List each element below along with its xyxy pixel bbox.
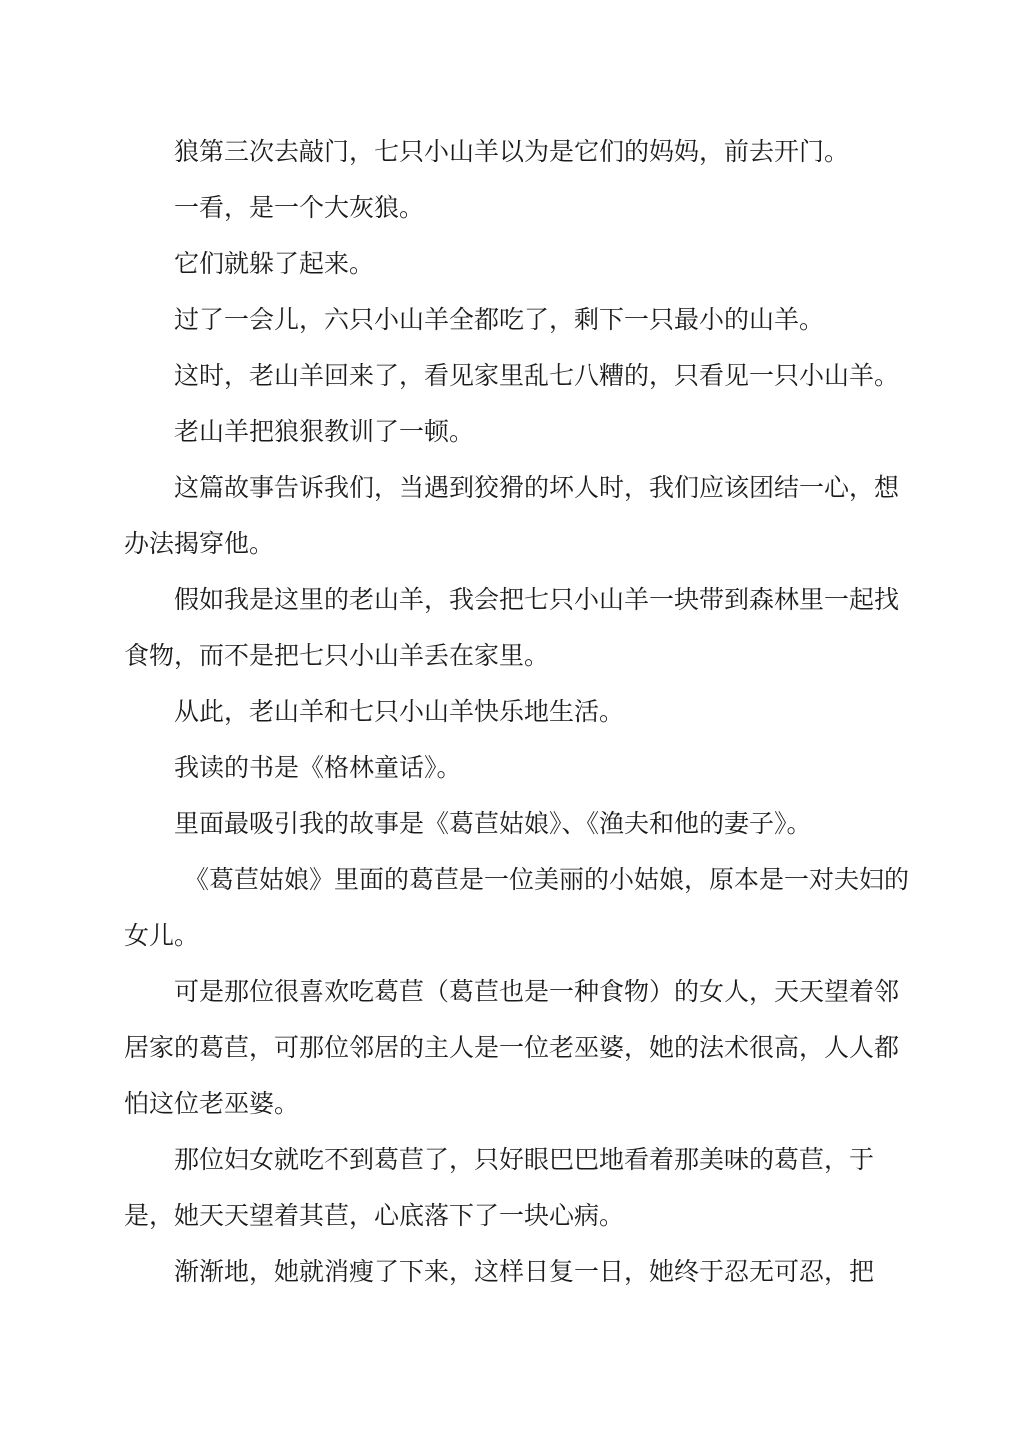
paragraph: 里面最吸引我的故事是《葛苣姑娘》、《渔夫和他的妻子》。 xyxy=(174,809,812,838)
paragraph: 那位妇女就吃不到葛苣了，只好眼巴巴地看着那美味的葛苣，于是，她天天望着其苣，心底落下了一块心病。 xyxy=(124,1145,875,1230)
paragraph: 可是那位很喜欢吃葛苣（葛苣也是一种食物）的女人，天天望着邻居家的葛苣，可那位邻居的主人是一位老巫婆，她的法术很高，人人都怕这位老巫婆。 xyxy=(124,977,900,1118)
paragraph: 《葛苣姑娘》里面的葛苣是一位美丽的小姑娘，原本是一对夫妇的女儿。 xyxy=(124,865,910,950)
paragraph: 从此，老山羊和七只小山羊快乐地生活。 xyxy=(174,697,625,726)
paragraph: 渐渐地，她就消瘦了下来，这样日复一日，她终于忍无可忍，把 xyxy=(174,1257,875,1286)
paragraph: 这时，老山羊回来了，看见家里乱七八糟的，只看见一只小山羊。 xyxy=(174,361,900,390)
paragraph: 一看，是一个大灰狼。 xyxy=(174,193,425,222)
paragraph: 我读的书是《格林童话》。 xyxy=(174,753,462,782)
document-body xyxy=(124,124,914,1300)
paragraph: 这篇故事告诉我们，当遇到狡猾的坏人时，我们应该团结一心，想办法揭穿他。 xyxy=(124,473,900,558)
paragraph: 它们就躲了起来。 xyxy=(174,249,375,278)
paragraph: 假如我是这里的老山羊，我会把七只小山羊一块带到森林里一起找食物，而不是把七只小山羊丢在家里。 xyxy=(124,585,900,670)
paragraph: 狼第三次去敲门，七只小山羊以为是它们的妈妈，前去开门。 xyxy=(174,137,850,166)
paragraph: 过了一会儿，六只小山羊全都吃了，剩下一只最小的山羊。 xyxy=(174,305,825,334)
paragraph: 老山羊把狼狠教训了一顿。 xyxy=(174,417,475,446)
